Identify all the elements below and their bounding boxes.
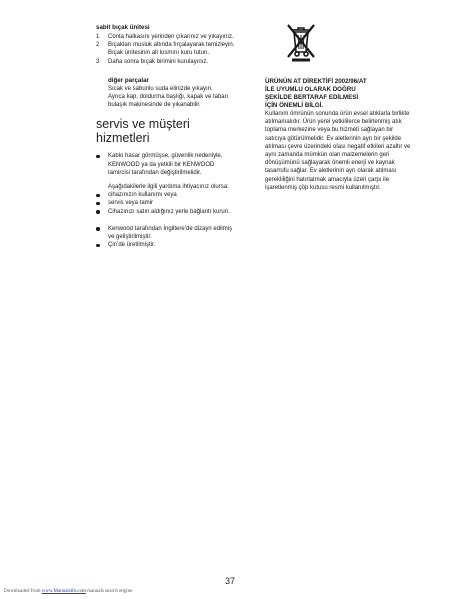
crossed-out-wheelie-bin-icon bbox=[283, 20, 319, 62]
bullet-icon bbox=[96, 202, 100, 206]
help-bullets bbox=[96, 191, 236, 216]
bullet-icon bbox=[96, 227, 100, 231]
blade-step: 2 Bıçakları musluk altında fırçalayarak temizleyin. Bıçak ünitesinin alt kısmını kuru tutun. bbox=[96, 42, 235, 57]
weee-body-text: Kullanım ömrünün sonunda ürün evsel atıklarla birlikte atılmamalıdır. Ürün yerel yetkililerce belirlenmiş atık toplama merkezine veya bu hizmeti sağlayan bir satıcıya götürülmelidir. Ev aletlerinin ayrı bir şekilde atılması çevre üzerindeki olası negatif etkileri azaltır ve aynı zamanda mümkün olan malzemelerin geri dönüşümünü sağlayarak önemli enerji ve kaynak tasarrufu sağlar. Ev aletlerinin ayrı olarak atılması gerekliliğini hatırlatmak amacıyla üzeri çarpı ile işaretlenmiş çöp kutusu resmi kullanılmıştır. bbox=[265, 111, 411, 191]
list-item: Kablo hasar görmüşse, güvenlik nedeniyle, KENWOOD ya da yetkili bir KENWOOD tamircisi tarafından değiştirilmelidir. bbox=[96, 152, 236, 177]
other-parts-text-2: Ayrıca kap, doldurma başlığı, kapak ve taban bulaşık makinesinde de yıkanabilir. bbox=[108, 94, 228, 109]
weee-heading-line-1: ÜRÜNÜN AT DİREKTİFİ 2002/96/AT bbox=[265, 78, 367, 85]
help-intro: Aşağıdakilerle ilgili yardıma ihtiyacınız olursa: bbox=[108, 184, 229, 191]
weee-heading-line-3: ŞEKİLDE BERTARAF EDİLMESİ bbox=[265, 94, 359, 101]
list-item: servis veya tamir bbox=[96, 199, 236, 207]
list-item: Cihazınızı satın aldığınız yerle bağlantı kurun. bbox=[96, 208, 236, 216]
blade-step: 1 Conta halkasını yerinden çıkarınız ve yıkayınız. bbox=[96, 34, 234, 40]
bullet-icon bbox=[96, 210, 100, 214]
service-bullets bbox=[96, 152, 236, 177]
weee-heading-line-4: İÇİN ÖNEMLİ BİLGİ. bbox=[265, 102, 324, 109]
blade-steps-list bbox=[96, 33, 236, 66]
right-column bbox=[265, 78, 415, 192]
left-column bbox=[96, 24, 236, 249]
other-parts-text-1: Sıcak ve sabunlu suda elinizde yıkayın. bbox=[108, 85, 213, 92]
bullet-icon bbox=[96, 155, 100, 159]
weee-heading-line-2: İLE UYUMLU OLARAK DOĞRU bbox=[265, 86, 356, 93]
list-item: Çin’de üretilmiştir. bbox=[96, 241, 236, 249]
blade-unit-title: sabit bıçak ünitesi bbox=[96, 24, 150, 31]
bullet-icon bbox=[96, 244, 100, 248]
footer-link[interactable]: www.Manualslib.com bbox=[41, 589, 86, 594]
footer-prefix: Downloaded from bbox=[4, 589, 42, 594]
origin-bullets bbox=[96, 225, 236, 250]
footer-suffix: manuals search engine bbox=[85, 589, 133, 594]
blade-step: 3 Daha sonra bıçak birimini kurulayınız. bbox=[96, 58, 209, 65]
page-number: 37 bbox=[225, 576, 236, 586]
bullet-icon bbox=[96, 194, 100, 198]
service-heading: servis ve müşteri hizmetleri bbox=[96, 117, 190, 146]
list-item: cihazınızın kullanımı veya bbox=[96, 191, 236, 199]
download-footer bbox=[4, 589, 132, 594]
other-parts-title: diğer parçalar bbox=[108, 76, 149, 84]
list-item: Kenwood tarafından İngiltere’de dizayn edilmiş ve geliştirilmiştir. bbox=[96, 225, 236, 241]
